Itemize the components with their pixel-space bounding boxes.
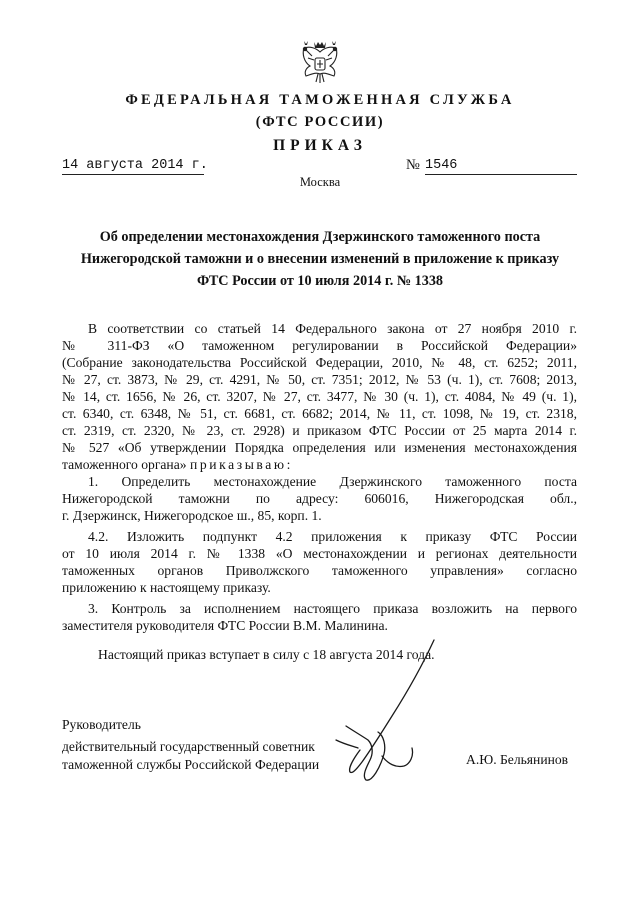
preamble-paragraph <box>62 320 577 473</box>
signatory-position <box>62 716 319 774</box>
body-line: № 27, ст. 3873, № 29, ст. 4291, № 50, ст. 7351; 2012, № 53 (ч. 1), ст. 7608; 2013, <box>62 372 577 387</box>
item-3-paragraph <box>62 600 577 634</box>
document-body <box>62 320 577 634</box>
body-line: Нижегородской таможни по адресу: 606016, Нижегородская обл., <box>62 491 577 506</box>
body-line <box>62 456 577 473</box>
body-line: заместителя руководителя ФТС России В.М. Малинина. <box>62 618 388 633</box>
city: Москва <box>299 175 341 189</box>
body-line: ст. 2319, ст. 2320, № 23, ст. 2928) и приказом ФТС России от 25 марта 2014 г. <box>62 423 577 438</box>
title-line: ФТС России от 10 июля 2014 г. № 1338 <box>196 273 444 289</box>
body-line: № 527 «Об утверждении Порядка определения или изменения местонахождения <box>62 440 577 455</box>
document-title <box>60 226 580 292</box>
orders-word: приказываю: <box>189 457 294 472</box>
item-2-paragraph <box>62 528 577 596</box>
signatory-title: Руководитель <box>62 717 141 732</box>
body-line: 4.2. Изложить подпункт 4.2 приложения к приказу ФТС России <box>88 529 577 544</box>
body-line: 3. Контроль за исполнением настоящего приказа возложить на первого <box>88 601 577 616</box>
body-line: 1. Определить местонахождение Дзержинского таможенного поста <box>88 474 577 489</box>
organization-short-name: (ФТС РОССИИ) <box>255 114 385 130</box>
effective-date-text: Настоящий приказ вступает в силу с 18 августа 2014 года. <box>98 647 435 662</box>
body-line: № 311-ФЗ «О таможенном регулировании в Российской Федерации» <box>62 338 577 353</box>
title-line: Об определении местонахождения Дзержинского таможенного поста <box>99 229 541 245</box>
body-line: В соответствии со статьей 14 Федерального закона от 27 ноября 2010 г. <box>88 321 577 336</box>
signatory-rank: таможенной службы Российской Федерации <box>62 757 320 772</box>
body-line: ст. 6340, ст. 6348, № 51, ст. 6681, ст. 6682; 2014, № 11, ст. 1098, № 19, ст. 2318, <box>62 406 577 421</box>
body-line: таможенных органов Приволжского таможенного управления» согласно <box>62 563 577 578</box>
title-line: Нижегородской таможни и о внесении изменений в приложение к приказу <box>80 251 560 267</box>
number-sign: № <box>406 157 420 173</box>
signatory-rank: действительный государственный советник <box>62 739 315 754</box>
order-number: 1546 <box>425 158 577 175</box>
signatory-name: А.Ю. Бельянинов <box>466 752 569 767</box>
document-type: ПРИКАЗ <box>273 137 367 154</box>
double-headed-eagle-emblem-icon <box>296 38 344 88</box>
body-line: г. Дзержинск, Нижегородское ш., 85, корп. 1. <box>62 508 322 523</box>
item-1-paragraph <box>62 473 577 524</box>
organization-name: ФЕДЕРАЛЬНАЯ ТАМОЖЕННАЯ СЛУЖБА <box>125 92 515 108</box>
body-line: (Собрание законодательства Российской Федерации, 2010, № 48, ст. 6252; 2011, <box>62 355 577 370</box>
preamble-last-text: таможенного органа» <box>62 457 187 472</box>
handwritten-signature-icon <box>322 636 442 786</box>
order-date: 14 августа 2014 г. <box>62 158 208 173</box>
body-line: № 14, ст. 1656, № 26, ст. 3207, № 27, ст. 3477, № 30 (ч. 1), ст. 4084, № 49 (ч. 1), <box>62 389 577 404</box>
body-line: приложению к настоящему приказу. <box>62 580 271 595</box>
body-line: от 10 июля 2014 г. № 1338 «О местонахождении и регионах деятельности <box>62 546 577 561</box>
